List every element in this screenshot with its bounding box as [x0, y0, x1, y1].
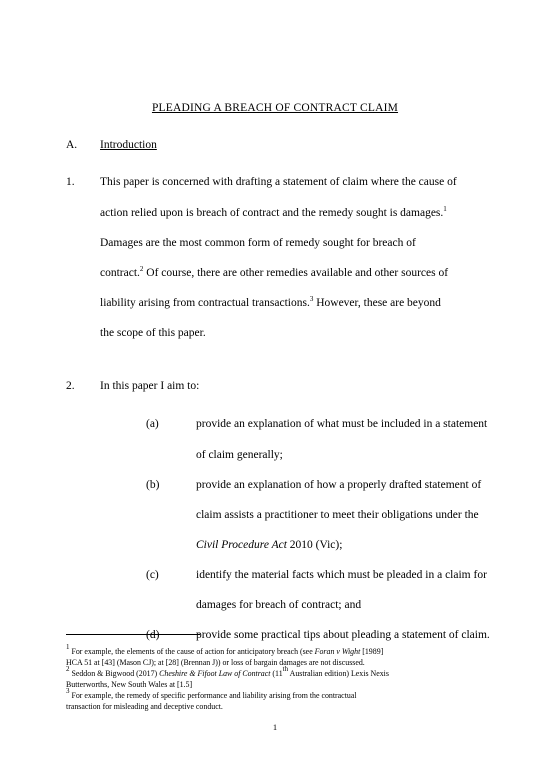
footnote-ref-2: 2 [139, 265, 144, 273]
list-item-label-b: (b) [146, 479, 160, 491]
footnote-2-book: Cheshire & Fifoot Law of Contract [159, 669, 271, 678]
footnote-2-number: 2 [66, 665, 70, 673]
footnote-3-text-a: For example, the remedy of specific performance and liability arising from the contractual [69, 691, 357, 700]
list-item-label-c: (c) [146, 569, 159, 581]
list-item-label-d: (d) [146, 629, 160, 641]
footnote-1-text-a: For example, the elements of the cause of action for anticipatory breach (see [69, 647, 315, 656]
footnote-2-ordinal: th [282, 665, 289, 673]
footnote-1-case: Foran v Wight [314, 647, 361, 656]
footnote-2-text-b: (11 [270, 669, 283, 678]
footnote-3-line-2: transaction for misleading and deceptive conduct. [66, 702, 223, 711]
paragraph-1-line-5-text-a: liability arising from contractual transactions. [100, 297, 310, 309]
paragraph-1-line-5 [100, 297, 441, 309]
list-item-c-line-2: damages for breach of contract; and [196, 599, 362, 611]
footnote-1-text-b: [1989] [360, 647, 384, 656]
footnote-3-line-1 [66, 687, 357, 701]
paragraph-1-line-6: the scope of this paper. [100, 327, 206, 339]
list-item-b-line-2: claim assists a practitioner to meet their obligations under the [196, 509, 479, 521]
footnote-2-text-c: Australian edition) Lexis Nexis [288, 669, 389, 678]
paragraph-1-line-3: Damages are the most common form of remedy sought for breach of [100, 237, 416, 249]
footnote-2-line-1 [66, 665, 389, 679]
paragraph-1-line-4-text-a: contract. [100, 267, 140, 279]
page-number: 1 [272, 722, 278, 732]
list-item-a-line-1: provide an explanation of what must be included in a statement [196, 418, 488, 430]
footnote-separator [66, 634, 200, 635]
footnote-2-text-a: Seddon & Bigwood (2017) [69, 669, 160, 678]
list-item-label-a: (a) [146, 418, 159, 430]
list-item-b-line-1: provide an explanation of how a properly drafted statement of [196, 479, 482, 491]
paragraph-1-line-1: This paper is concerned with drafting a statement of claim where the cause of [100, 176, 457, 188]
section-heading: Introduction [100, 139, 157, 151]
paragraph-1-line-4-text-b: Of course, there are other remedies available and other sources of [143, 267, 449, 279]
footnote-ref-1: 1 [443, 205, 447, 213]
list-item-c-line-1: identify the material facts which must be pleaded in a claim for [196, 569, 487, 581]
paragraph-1-line-4 [100, 267, 448, 279]
paragraph-1-line-2-text: action relied upon is breach of contract and the remedy sought is damages. [100, 207, 444, 219]
section-letter: A. [66, 139, 78, 151]
footnote-1-line-2: HCA 51 at [43] (Mason CJ); at [28] (Brennan J)) or loss of bargain damages are not discussed. [66, 658, 365, 667]
footnote-1-number: 1 [66, 643, 70, 651]
list-item-d-line-1: provide some practical tips about pleading a statement of claim. [196, 629, 490, 641]
paragraph-2-intro: In this paper I aim to: [100, 380, 200, 392]
statute-title: Civil Procedure Act [196, 539, 287, 551]
paragraph-number-2: 2. [66, 380, 75, 392]
footnote-1-line-1 [66, 643, 384, 657]
page-title: PLEADING A BREACH OF CONTRACT CLAIM [151, 102, 399, 114]
footnote-2-line-2: Butterworths, New South Wales at [1.5] [66, 680, 193, 689]
footnote-3-number: 3 [66, 687, 70, 695]
paragraph-1-line-5-text-b: However, these are beyond [313, 297, 441, 309]
statute-year: 2010 (Vic); [286, 539, 343, 551]
paragraph-number-1: 1. [66, 176, 75, 188]
list-item-a-line-2: of claim generally; [196, 449, 283, 461]
footnote-ref-3: 3 [309, 295, 314, 303]
paragraph-1-line-2 [100, 207, 447, 219]
list-item-b-line-3 [196, 539, 342, 551]
